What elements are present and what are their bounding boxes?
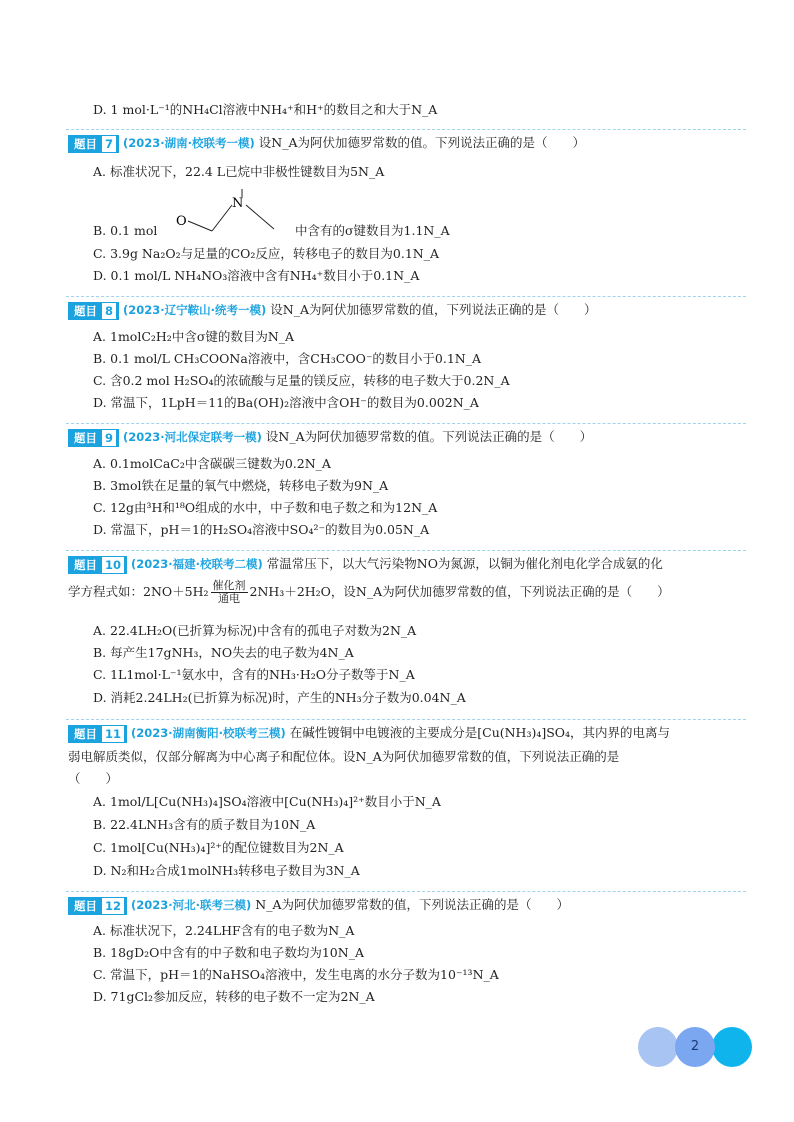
reaction-condition: $\frac{\text{催化剂}}{\text{通电}}$: [212, 579, 246, 605]
question-stem: 设N_A为阿伏加德罗常数的值。下列说法正确的是（ ）: [258, 135, 585, 150]
option-line: C. 3.9g Na₂O₂与足量的CO₂反应，转移电子的数目为0.1N_A: [93, 246, 440, 261]
option-line: A. 22.4LH₂O(已折算为标况)中含有的孤电子对数为2N_A: [93, 623, 417, 638]
question-tag: 题目 8: [68, 302, 119, 320]
option-text: 中含有的σ键数目为1.1N_A: [295, 223, 450, 238]
question-header: [68, 133, 585, 153]
option-line: B. 3mol铁在足量的氧气中燃烧，转移电子数为9N_A: [93, 478, 389, 493]
question-source: (2023·河北·联考三模): [131, 898, 252, 912]
question-tag: 题目 11: [68, 725, 127, 743]
question-stem-continued: （ ）: [68, 771, 119, 786]
question-stem: 在碱性镀铜中电镀液的主要成分是[Cu(NH₃)₄]SO₄，其内界的电离与: [289, 725, 671, 740]
question-header: [68, 300, 596, 320]
question-separator: [66, 550, 746, 551]
option-line: D. 常温下，pH＝1的H₂SO₄溶液中SO₄²⁻的数目为0.05N_A: [93, 522, 430, 537]
question-stem: 设N_A为阿伏加德罗常数的值，下列说法正确的是（ ）: [270, 302, 597, 317]
option-line: A. 标准状况下，2.24LHF含有的电子数为N_A: [93, 923, 355, 938]
option-line: D. 消耗2.24LH₂(已折算为标况)时，产生的NH₃分子数为0.04N_A: [93, 690, 466, 705]
option-line: A. 标准状况下，22.4 L已烷中非极性键数目为5N_A: [93, 164, 385, 179]
question-tag: 题目 10: [68, 556, 127, 574]
option-text: 1 mol·L⁻¹的NH₄Cl溶液中NH₄⁺和H⁺的数目之和大于N_A: [110, 102, 438, 117]
badge-circle-icon: [712, 1027, 752, 1067]
question-source: (2023·湖南衡阳·校联考三模): [131, 726, 286, 740]
question-stem-continued: 学方程式如：2NO＋5H₂ $\frac{\text{催化剂}}{\text{通电}}$ 2NH₃＋2H₂O，设N_A为阿伏加德罗常数的值，下列说法正确的是（ ）: [68, 579, 670, 605]
question-header: [68, 427, 592, 447]
option-line: B. 每产生17gNH₃，NO失去的电子数为4N_A: [93, 645, 354, 660]
option-line: D. 0.1 mol/L NH₄NO₃溶液中含有NH₄⁺数目小于0.1N_A: [93, 268, 420, 283]
question-tag: 题目 12: [68, 897, 127, 915]
option-line: B. 18gD₂O中含有的中子数和电子数均为10N_A: [93, 945, 364, 960]
question-separator: [66, 129, 746, 130]
option-line: C. 1mol[Cu(NH₃)₄]²⁺的配位键数目为2N_A: [93, 840, 344, 855]
question-separator: [66, 719, 746, 720]
page-number: 2: [690, 1039, 700, 1054]
question-stem-continued: 弱电解质类似，仅部分解离为中心离子和配位体。设N_A为阿伏加德罗常数的值，下列说法正确的是: [68, 749, 620, 764]
atom-o-label: O: [176, 214, 187, 229]
question-tag: 题目 7: [68, 135, 119, 153]
question-tag: 题目 9: [68, 429, 119, 447]
question-source: (2023·辽宁鞍山·统考一模): [123, 303, 267, 317]
option-line: B. 22.4LNH₃含有的质子数目为10N_A: [93, 817, 316, 832]
option-line: D. N₂和H₂合成1molNH₃转移电子数目为3N_A: [93, 863, 360, 878]
option-line: B. 0.1 mol: [93, 223, 158, 238]
badge-circle-icon: [638, 1027, 678, 1067]
molecule-structure-icon: [170, 185, 280, 235]
option-line: D. 常温下，1LpH＝11的Ba(OH)₂溶液中含OH⁻的数目为0.002N_A: [93, 395, 479, 410]
question-separator: [66, 891, 746, 892]
question-source: (2023·湖南·校联考一模): [123, 136, 255, 150]
question-stem: 常温常压下，以大气污染物NO为氮源，以铜为催化剂电化学合成氨的化: [266, 556, 663, 571]
question-separator: [66, 423, 746, 424]
question-header: [68, 723, 670, 743]
option-line: A. 1mol/L[Cu(NH₃)₄]SO₄溶液中[Cu(NH₃)₄]²⁺数目小于N_A: [93, 794, 441, 809]
option-line: A. 1molC₂H₂中含σ键的数目为N_A: [93, 329, 295, 344]
question-separator: [66, 296, 746, 297]
question-header: [68, 554, 663, 574]
page-number-badge: [638, 1027, 754, 1067]
option-line: B. 0.1 mol/L CH₃COONa溶液中，含CH₃COO⁻的数目小于0.1N_A: [93, 351, 482, 366]
option-line: C. 1L1mol·L⁻¹氨水中，含有的NH₃·H₂O分子数等于N_A: [93, 667, 415, 682]
option-line: D. 1 mol·L⁻¹的NH₄Cl溶液中NH₄⁺和H⁺的数目之和大于N_A: [93, 102, 438, 117]
option-line: C. 含0.2 mol H₂SO₄的浓硫酸与足量的镁反应，转移的电子数大于0.2N_A: [93, 373, 510, 388]
question-stem: 设N_A为阿伏加德罗常数的值。下列说法正确的是（ ）: [265, 429, 593, 444]
question-stem: N_A为阿伏加德罗常数的值，下列说法正确的是（ ）: [255, 897, 569, 912]
option-line: C. 常温下，pH＝1的NaHSO₄溶液中，发生电离的水分子数为10⁻¹³N_A: [93, 967, 499, 982]
option-line: D. 71gCl₂参加反应，转移的电子数不一定为2N_A: [93, 989, 375, 1004]
option-line: C. 12g由³H和¹⁸O组成的水中，中子数和电子数之和为12N_A: [93, 500, 438, 515]
question-source: (2023·福建·校联考二模): [131, 557, 263, 571]
option-line: A. 0.1molCaC₂中含碳碳三键数为0.2N_A: [93, 456, 331, 471]
question-header: [68, 895, 569, 915]
atom-n-label: N: [232, 196, 244, 211]
question-source: (2023·河北保定联考一模): [123, 430, 262, 444]
